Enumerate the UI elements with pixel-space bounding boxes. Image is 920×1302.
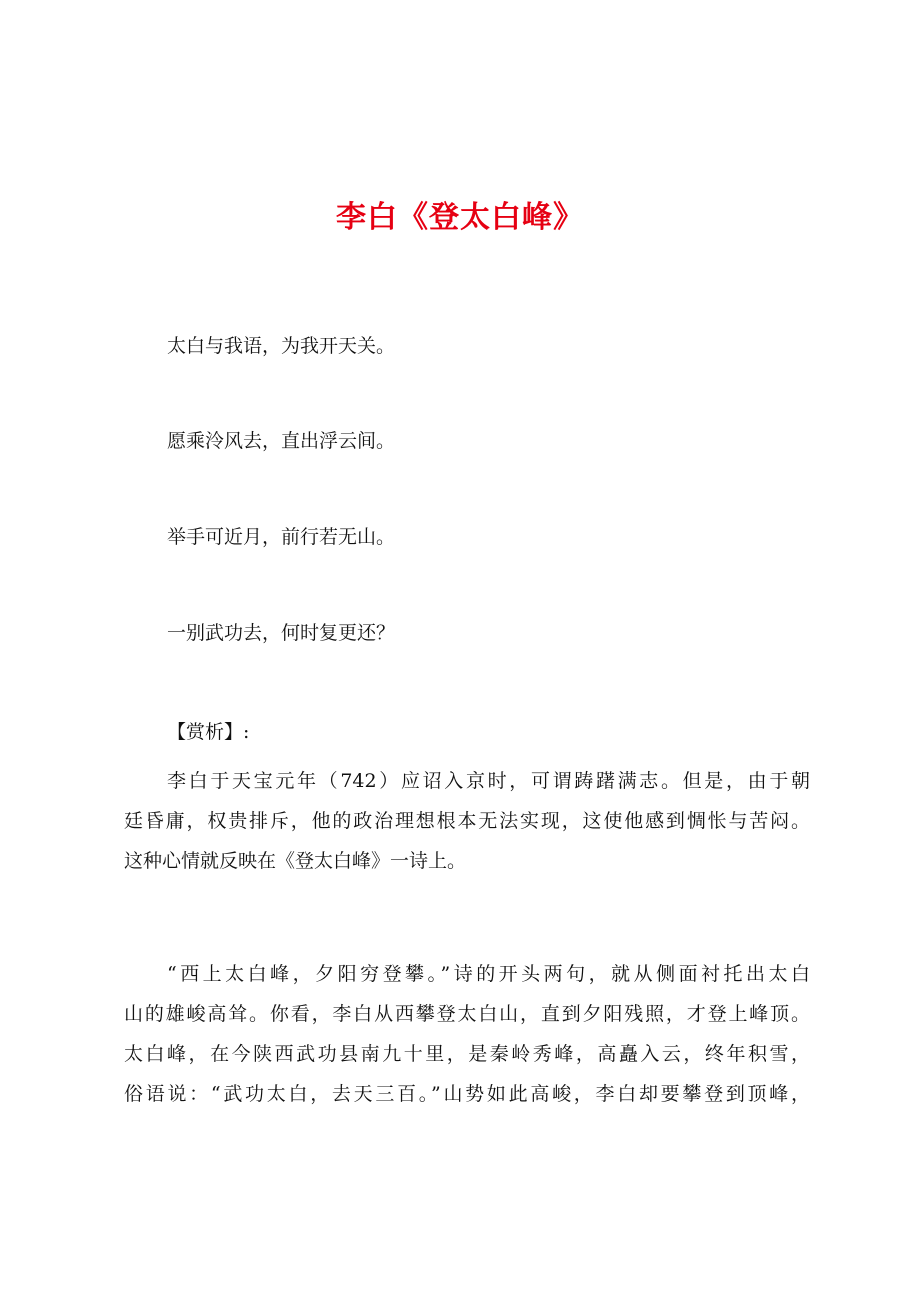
poem-line-2: 愿乘泠风去，直出浮云间。 bbox=[167, 430, 396, 452]
paragraph-line: 俗语说：“武功太白，去天三百。”山势如此高峻，李白却要攀登到顶峰， bbox=[124, 1083, 810, 1105]
paragraph-line: 山的雄峻高耸。你看，李白从西攀登太白山，直到夕阳残照，才登上峰顶。 bbox=[124, 1003, 810, 1025]
poem-line-3: 举手可近月，前行若无山。 bbox=[167, 526, 396, 548]
document-title: 李白《登太白峰》 bbox=[336, 200, 584, 235]
analysis-label: 【赏析】: bbox=[167, 721, 250, 743]
paragraph-line: 李白于天宝元年（742）应诏入京时，可谓踌躇满志。但是，由于朝 bbox=[167, 770, 810, 792]
analysis-paragraph-2 bbox=[124, 954, 810, 1114]
paragraph-line: 廷昏庸，权贵排斥，他的政治理想根本无法实现，这使他感到惆怅与苦闷。 bbox=[124, 810, 810, 832]
poem-line-4: 一别武功去，何时复更还？ bbox=[167, 622, 396, 644]
paragraph-line: 这种心情就反映在《登太白峰》一诗上。 bbox=[124, 850, 467, 872]
poem-line-1: 太白与我语，为我开天关。 bbox=[167, 335, 396, 357]
analysis-paragraph-1 bbox=[124, 761, 810, 881]
paragraph-line: 太白峰，在今陕西武功县南九十里，是秦岭秀峰，高矗入云，终年积雪， bbox=[124, 1043, 810, 1065]
paragraph-line: “西上太白峰，夕阳穷登攀。”诗的开头两句，就从侧面衬托出太白 bbox=[167, 963, 810, 985]
